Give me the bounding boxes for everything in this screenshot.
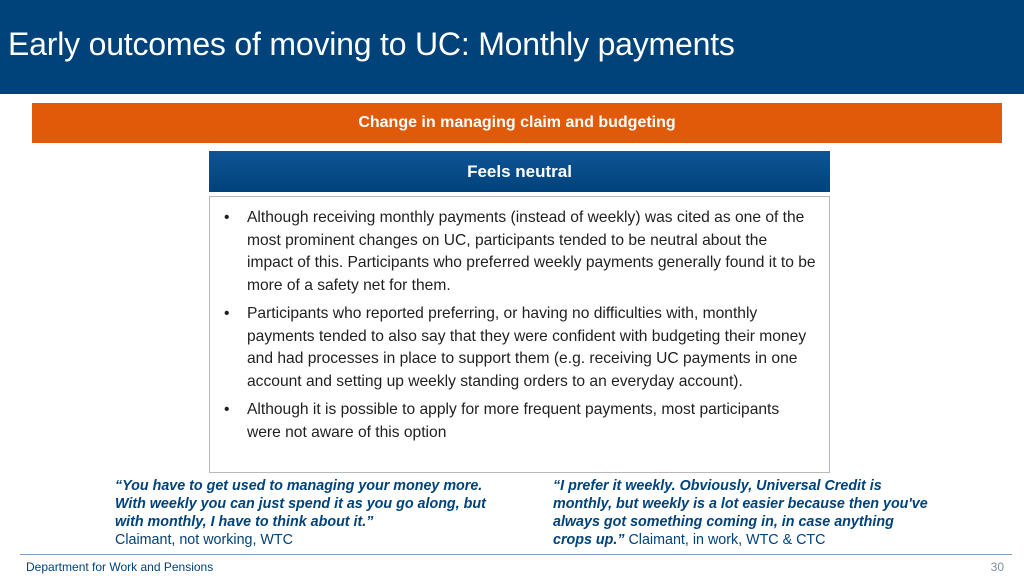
quote-left — [115, 477, 495, 549]
section-banner-label: Change in managing claim and budgeting — [358, 114, 676, 131]
quote-text: “You have to get used to managing your money more. With weekly you can just spend it as you go along, but with monthly, I have to think about it.” — [115, 478, 486, 530]
bullet-item: • Although it is possible to apply for more frequent payments, most participants were not aware of this option — [222, 399, 817, 444]
footer-divider — [20, 554, 1012, 555]
category-header — [209, 151, 830, 192]
quote-attribution: Claimant, not working, WTC — [115, 532, 293, 548]
quote-attribution: Claimant, in work, WTC & CTC — [628, 532, 826, 548]
page-number: 30 — [990, 560, 1004, 574]
page-title: Early outcomes of moving to UC: Monthly payments — [8, 26, 735, 62]
section-banner — [32, 103, 1002, 143]
bullet-item: • Although receiving monthly payments (instead of weekly) was cited as one of the most prominent changes on UC, participants tended to be neutral about the impact of this. Participants who preferred weekly payments generally found it to be more of a safety net for them. — [222, 207, 817, 297]
content-box — [209, 196, 830, 473]
quote-text: “I prefer it weekly. Obviously, Universal Credit is monthly, but weekly is a lot easier because then you've always got something coming in, in case anything crops up.” — [553, 478, 928, 548]
bullet-item: • Participants who reported preferring, or having no difficulties with, monthly payments tended to also say that they were confident with budgeting their money and had processes in place to support them (e.g. receiving UC payments in one account and setting up weekly standing orders to an everyday account). — [222, 303, 817, 393]
category-header-label: Feels neutral — [467, 161, 572, 181]
bullet-list — [222, 207, 817, 444]
quote-right — [553, 477, 933, 549]
footer-organisation: Department for Work and Pensions — [26, 560, 214, 574]
title-bar — [0, 0, 1024, 94]
